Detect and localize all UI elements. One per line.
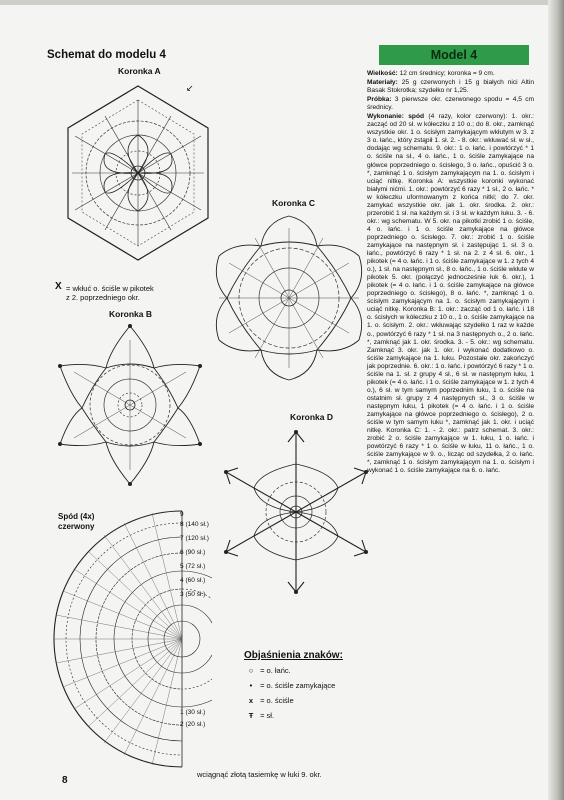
schema-title: Schemat do modelu 4 xyxy=(47,49,166,61)
double-crochet-symbol-icon: Ŧ xyxy=(248,711,254,720)
note-x-icon: X xyxy=(55,281,62,292)
koronka-d-label: Koronka D xyxy=(290,412,333,422)
legend-item-single: x = o. ściśle xyxy=(244,696,294,705)
koronka-c-label: Koronka C xyxy=(272,198,315,208)
koronka-d-diagram xyxy=(212,422,380,602)
koronka-a-label: Koronka A xyxy=(118,66,161,76)
page-number: 8 xyxy=(62,775,68,786)
row-label: 3 (50 sł.) xyxy=(180,591,206,598)
spod-diagram xyxy=(52,505,212,775)
row-label: 9 xyxy=(180,511,184,518)
page-binding-shadow xyxy=(548,0,564,800)
instructions-column: Wielkość: 12 cm średnicy; koronka = 9 cm. Materiały: 25 g czerwonych i 15 g białych nici Altin Basak Stokrotka; szydełko nr 1,25. Próbka: 3 pierwsze okr. czerwonego spodu = 4,5 cm średnicy. Wykonanie: spód (4 razy, kolor czerwony): 1. okr.: zacząć od 20 sł. w kółeczku z 10 o.; do 8. okr., zamknąć wszystkie okr. 1 o. ścisłym zamykającym wkłutym w 3. z 3 o. łańc., który zstąpił 1. sł. 2. - 8. okr.: wkłuwać sł. w sł., dodając wg schematu. 9. okr.: 1 o. łańc. i powtórzyć * 1 o. ściśle na sł., 4 o. łańc., 1 o. ściśle zamykające na główce poprzedniego o. ścisłego, 3 o. łańc., opuścić 3 o. *, zamknąć 1 o. ścisłym zamykającym na 1. o. ścisłym i uciąć nitkę. Koronka A: wszystkie koronki wykonać białymi nićmi. 1. okr.: powtórzyć 6 razy * 1 sł., 2 o. łańc. * w kółeczku uformowanym z końca nitki; do 7. okr. zamykać wszystkie okr. jak 1. okr. środka. 2. okr.: przerobić 1 sł. na każdym sł. i 3 sł. w każdym łuku. 3. - 6. okr.: wg schematu. W 5. okr. na pikotki zrobić 1 o. ściśle, 4 o. łańc. i 1 o. ściśle zamykające na główce poprzedniego o. ścisłego. 7. okr.: zrobić 1 o. ściśle zamykające na następnym sł. i zastępując 1. sł. 3 o. łańc., powtórzyć 6 razy * 1 sł. na 2. z 4 sł. 6. okr., 1 pikotek (= 4 o. łańc. i 1 o. ściśle zamykające w 1. z tych 4 o.), 1 sł. na następnym sł., 8 o. łańc., 1 o. ściśle wkłute w pikotek 5. okr. (połączyć jednocześnie łuk 6. okr.), 1 pikotek (= 4 o. łańc. i 1 o. ściśle zamykające na główce poprzedniego o. ścisłego), 8 o. łańc. *, zamknąć 1 o. ścisłym zamykającym na 1. o. ścisłym zamykającym i uciąć nitkę. Koronka B: 1. okr.: zacząć od 1 o. łańc. i 18 o. ścisłych w kółeczku z 10 o., 1 o. ściśle zamykające na 1. o. ścisłym. 2. okr.: wkłuwając szydełko 1 raz w każde o., powtórzyć 6 razy * 1 sł. na 3 następnych o., 2 o. łańc. *, zamknąć jak 1. okr. środka. 3. - 5. okr.: wg schematu. Zamknąć 3. okr. jak 1. okr. i wykonać dodatkowo o. ściśle zamykające na 1. łuku. Pozostałe okr. zakończyć jak poprzednie. 6. okr.: 1 o. łańc. i powtórzyć 6 razy * 1 o. ściśle na 1. sł. z grupy 4 sł., 6 sł. w następnym łuku, 1 pikotek (= 4 o. łańc. i 1 o. ściśle zamykające w 1. z tych 4 o.), 6 sł. w tym samym poprzednim łuku, 1 o. ściśle na ostatnim sł. grupy z 4 następnych sł., 3 o. ściśle w następnym łuku, 1 pikotek (= 4 o. łańc. i 1 o. ściśle zamykające na główce poprzedniego o. ścisłego), 2 o. ściśle w tym samym łuku *, zamknąć jak 1. okr. i uciąć nitkę. Koronka C: 1. - 2. okr.: patrz schemat. 3. okr.: zrobić 2 o. ściśle zamykające w 1. łuku, 1 o. łańc. i powtórzyć 6 razy * 1 o. ściśle w łuku, 11 o. łańc., 1 o. ściśle zamykające w 9. o., licząc od szydełka, 2 o. łańc. *, zamknąć 1 o. ścisłym zamykającym na 1. o. ścisłym i wykonać 1 o. ściśle zamykające na 6. o. łańc. xyxy=(367,70,535,475)
footnote: wciągnąć złotą tasiemkę w łuki 9. okr. xyxy=(197,770,322,779)
koronka-b-diagram xyxy=(50,320,210,490)
spod-label-2: czerwony xyxy=(58,522,95,531)
koronka-b-label: Koronka B xyxy=(109,309,152,319)
start-arrow-a: ↙ xyxy=(186,83,194,93)
note-line-2: z 2. poprzedniego okr. xyxy=(66,293,140,302)
koronka-a-diagram xyxy=(58,78,218,268)
legend-item-slip: • = o. ściśle zamykające xyxy=(244,681,335,690)
row-label: 2 (20 sł.) xyxy=(180,721,206,728)
row-label: 7 (120 sł.) xyxy=(180,535,209,542)
page-top-edge xyxy=(0,0,564,5)
chain-symbol-icon: ○ xyxy=(248,666,254,675)
slip-stitch-symbol-icon: • xyxy=(249,681,253,690)
row-label: 1 (30 sł.) xyxy=(180,709,206,716)
legend-item-double: Ŧ = sł. xyxy=(244,711,274,720)
row-label: 5 (72 sł.) xyxy=(180,563,206,570)
legend-item-chain: ○ = o. łańc. xyxy=(244,666,291,675)
row-label: 8 (140 sł.) xyxy=(180,521,209,528)
single-crochet-symbol-icon: x xyxy=(248,696,254,705)
spod-label-1: Spód (4x) xyxy=(58,512,95,521)
koronka-c-diagram xyxy=(205,208,373,388)
row-label: 6 (90 sł.) xyxy=(180,549,206,556)
model-title-bar: Model 4 xyxy=(379,45,529,65)
legend-title: Objaśnienia znaków: xyxy=(244,650,343,661)
row-label: 4 (60 sł.) xyxy=(180,577,206,584)
note-line-1: = wkłuć o. ściśle w pikotek xyxy=(66,284,154,293)
